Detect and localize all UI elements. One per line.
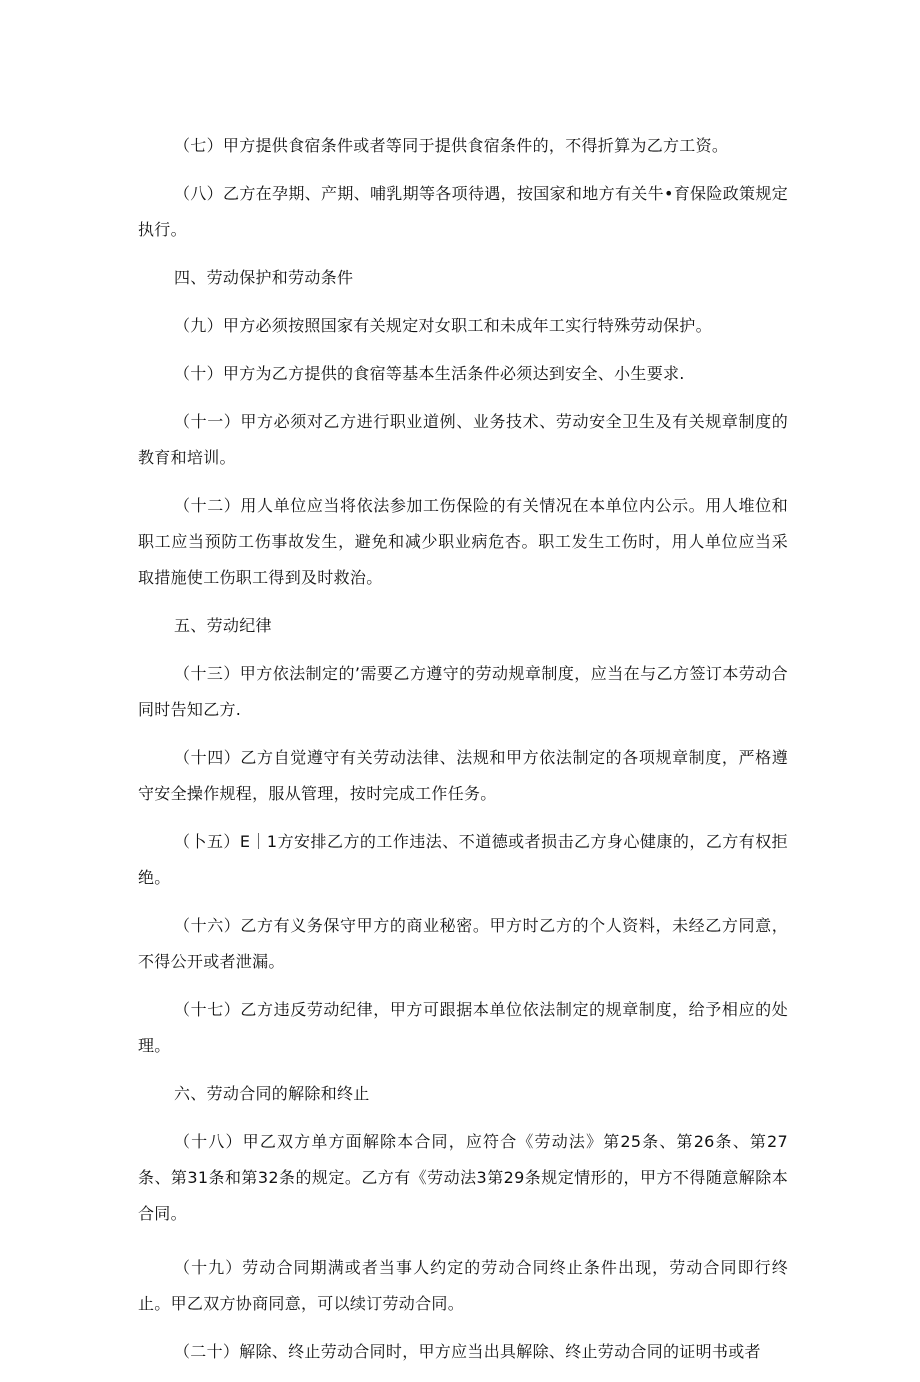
clause-19: （十九）劳动合同期满或者当事人约定的劳动合同终止条件出现，劳动合同即行终止。甲乙双方协商同意，可以续订劳动合同。	[138, 1258, 788, 1313]
clause-12: （十二）用人单位应当将依法参加工伤保险的有关情况在本单位内公示。用人堆位和职工应当预防工伤事故发生，避免和减少职业病危杏。职工发生工伤时，用人单位应当采取措施使工伤职工得到及时救治。	[138, 496, 788, 587]
section-heading-6: 六、劳动合同的解除和终止	[174, 1084, 370, 1103]
document-body	[138, 128, 788, 1382]
clause-9: （九）甲方必须按照国家有关规定对女职工和未成年工实行特殊劳动保护。	[174, 316, 712, 335]
clause-20: （二十）解除、终止劳动合同时，甲方应当出具解除、终止劳动合同的证明书或者	[174, 1342, 761, 1361]
clause-7: （七）甲方提供食宿条件或者等同于提供食宿条件的，不得折算为乙方工资。	[174, 136, 729, 155]
clause-18: （十八）甲乙双方单方面解除本合同，应符合《劳动法》第25条、第26条、第27条、第31条和第32条的规定。乙方有《劳动法3第29条规定情形的，甲方不得随意解除本合同。	[138, 1132, 788, 1223]
clause-8: （八）乙方在孕期、产期、哺乳期等各项待遇，按国家和地方有关牛•育保险政策规定执行。	[138, 184, 788, 239]
clause-13: （十三）甲方依法制定的’需要乙方遵守的劳动规章制度，应当在与乙方签订本劳动合同时告知乙方.	[138, 664, 788, 719]
clause-17: （十七）乙方违反劳动纪律，甲方可跟据本单位依法制定的规章制度，给予相应的处理。	[138, 1000, 788, 1055]
clause-14: （十四）乙方自觉遵守有关劳动法律、法规和甲方依法制定的各项规章制度，严格遵守安全操作规程，服从管理，按时完成工作任务。	[138, 748, 788, 803]
clause-16: （十六）乙方有义务保守甲方的商业秘密。甲方时乙方的个人资料，未经乙方同意，不得公开或者泄漏。	[138, 916, 788, 971]
clause-15: （卜五）E｜1方安排乙方的工作违法、不道德或者损击乙方身心健康的，乙方有权拒绝。	[138, 832, 788, 887]
clause-11: （十一）甲方必须对乙方进行职业道例、业务技术、劳动安全卫生及有关规章制度的教育和培训。	[138, 412, 788, 467]
clause-10: （十）甲方为乙方提供的食宿等基本生活条件必须达到安全、小生要求.	[174, 364, 685, 383]
section-heading-4: 四、劳动保护和劳动条件	[174, 268, 354, 287]
section-heading-5: 五、劳动纪律	[174, 616, 272, 635]
